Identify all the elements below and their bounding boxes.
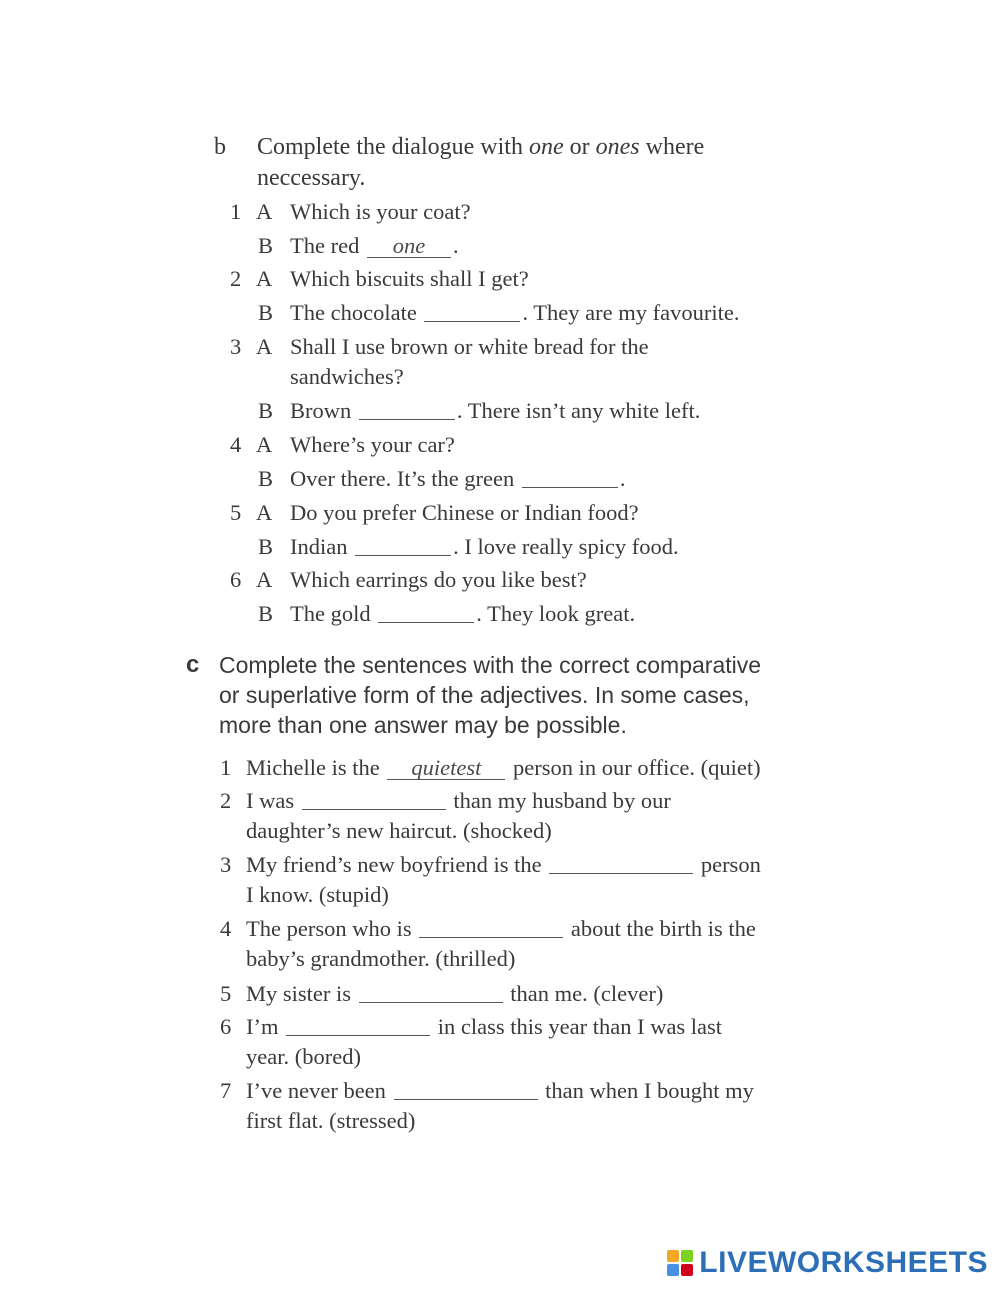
instruction [257, 132, 704, 163]
sentence-text: first flat. (stressed) [246, 1108, 416, 1133]
dialogue-text: Do you prefer Chinese or Indian food? [290, 500, 639, 525]
section-letter: b [214, 134, 226, 160]
brand-grid-icon [667, 1250, 693, 1276]
item-number: 4 [230, 432, 242, 457]
sentence-text: I’m in class this year than I was last [246, 1014, 723, 1039]
dialogue-text: The red one . [290, 233, 459, 258]
dialogue-text: Over there. It’s the green . [290, 466, 626, 491]
item-number: 5 [220, 981, 232, 1006]
liveworksheets-logo [667, 1246, 988, 1280]
instruction-text: Complete the dialogue with [257, 134, 529, 160]
speaker-b: B [258, 300, 274, 325]
item-number: 2 [220, 788, 232, 813]
item-number: 6 [220, 1014, 232, 1039]
answer-blank[interactable] [549, 853, 693, 874]
answer-blank[interactable] [522, 467, 618, 488]
item-number: 5 [230, 500, 242, 525]
instruction-line-3: more than one answer may be possible. [219, 712, 627, 738]
sentence-text: My sister is than me. (clever) [246, 981, 664, 1006]
item-number: 6 [230, 567, 242, 592]
item-number: 7 [220, 1078, 232, 1103]
speaker-a: A [256, 567, 273, 592]
speaker-b: B [258, 601, 274, 626]
sentence-text: I was than my husband by our [246, 788, 671, 813]
sentence-text: daughter’s new haircut. (shocked) [246, 818, 552, 843]
dialogue-text: Which biscuits shall I get? [290, 266, 529, 291]
instruction-text: or [563, 134, 596, 160]
speaker-a: A [256, 432, 273, 457]
item-number: 4 [220, 916, 232, 941]
item-number: 1 [220, 755, 232, 780]
instruction-word-ones: ones [595, 134, 640, 160]
dialogue-text: Shall I use brown or white bread for the [290, 334, 649, 359]
item-number: 3 [220, 852, 232, 877]
answer-blank[interactable] [424, 301, 520, 322]
sentence-text: baby’s grandmother. (thrilled) [246, 946, 516, 971]
instruction-line-2: or superlative form of the adjectives. In some cases, [219, 682, 750, 708]
answer-blank[interactable] [359, 399, 455, 420]
sentence-text: My friend’s new boyfriend is the person [246, 852, 761, 877]
brand-name: LIVEWORKSHEETS [699, 1246, 988, 1279]
item-number: 1 [230, 199, 242, 224]
speaker-a: A [256, 199, 273, 224]
speaker-b: B [258, 466, 274, 491]
dialogue-text: The chocolate . They are my favourite. [290, 300, 740, 325]
speaker-a: A [256, 334, 273, 359]
dialogue-text: sandwiches? [290, 364, 404, 389]
item-number: 3 [230, 334, 242, 359]
answer-example: one [367, 235, 451, 258]
sentence-text: year. (bored) [246, 1044, 361, 1069]
instruction-text: where [639, 134, 705, 160]
speaker-b: B [258, 233, 274, 258]
dialogue-text: Which earrings do you like best? [290, 567, 587, 592]
item-number: 2 [230, 266, 242, 291]
sentence-text: Michelle is the quietest person in our office. (quiet) [246, 755, 761, 780]
dialogue-text: The gold . They look great. [290, 601, 636, 626]
dialogue-text: Indian . I love really spicy food. [290, 534, 679, 559]
sentence-text: The person who is about the birth is the [246, 916, 756, 941]
answer-blank[interactable] [359, 982, 503, 1003]
dialogue-text: Which is your coat? [290, 199, 471, 224]
speaker-a: A [256, 500, 273, 525]
answer-blank[interactable] [378, 602, 474, 623]
instruction-word-one: one [528, 134, 564, 160]
speaker-b: B [258, 398, 274, 423]
answer-blank[interactable] [355, 535, 451, 556]
answer-blank[interactable] [419, 917, 563, 938]
answer-example: quietest [387, 757, 505, 780]
speaker-a: A [256, 266, 273, 291]
dialogue-text: Brown . There isn’t any white left. [290, 398, 701, 423]
speaker-b: B [258, 534, 274, 559]
answer-blank[interactable] [302, 789, 446, 810]
answer-blank[interactable] [286, 1015, 430, 1036]
answer-blank[interactable] [394, 1079, 538, 1100]
dialogue-text: Where’s your car? [290, 432, 455, 457]
instruction-line-2: neccessary. [257, 165, 366, 191]
instruction-line-1: Complete the sentences with the correct comparative [219, 652, 762, 678]
sentence-text: I know. (stupid) [246, 882, 389, 907]
section-letter: c [186, 651, 200, 678]
sentence-text: I’ve never been than when I bought my [246, 1078, 754, 1103]
